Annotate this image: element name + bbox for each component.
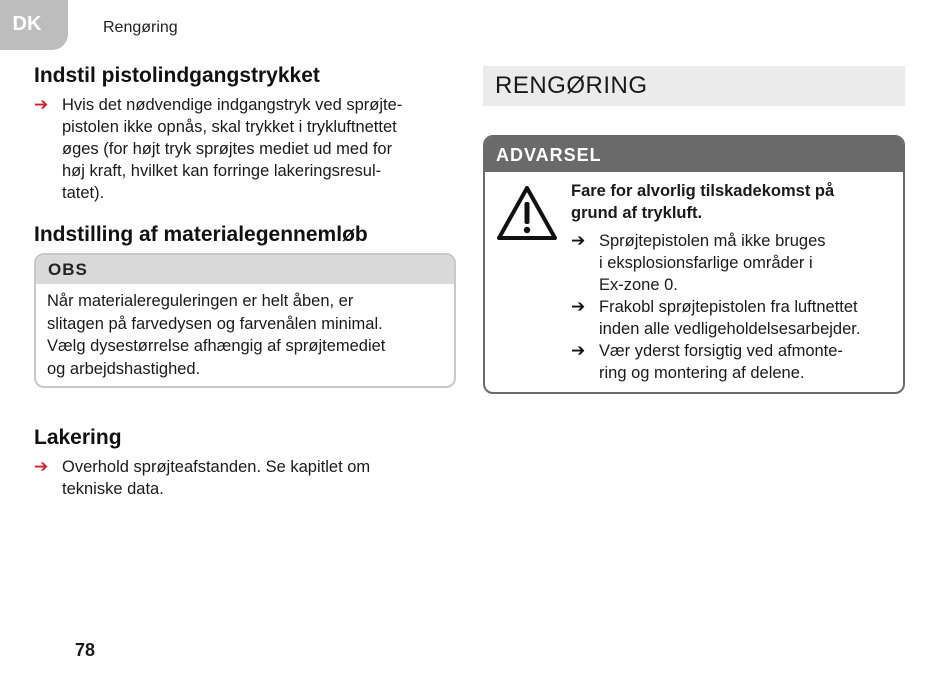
bullet-text: Overhold sprøjteafstanden. Se kapitlet om tekniske data. <box>62 458 371 498</box>
warning-label: ADVARSEL <box>485 137 903 172</box>
chapter-title: RENGØRING <box>495 72 648 99</box>
warning-triangle-icon <box>495 180 571 384</box>
section-material-flow <box>34 223 456 388</box>
warning-item-text: Vær yderst forsigtig ved afmonte- ring og montering af delene. <box>599 342 843 382</box>
arrow-right-icon: ➔ <box>34 457 49 476</box>
right-column <box>483 66 905 394</box>
note-box <box>34 253 456 388</box>
warning-title: Fare for alvorlig tilskadekomst på grund af trykluft. <box>571 182 835 222</box>
section-painting <box>34 426 456 500</box>
arrow-right-icon: ➔ <box>571 297 586 316</box>
arrow-right-icon: ➔ <box>571 341 586 360</box>
warning-item-text: Sprøjtepistolen må ikke bruges i eksplosionsfarlige områder i Ex-zone 0. <box>599 232 826 294</box>
running-header-title: Rengøring <box>103 19 178 36</box>
warning-box <box>483 135 905 394</box>
left-column <box>34 64 456 500</box>
section-heading: Lakering <box>34 426 122 449</box>
warning-item <box>571 230 893 296</box>
warning-content <box>571 180 893 384</box>
arrow-right-icon: ➔ <box>34 95 49 114</box>
note-text: Når materialereguleringen er helt åben, er slitagen på farvedysen og farvenålen minimal. Vælg dysestørrelse afhængig af sprøjtemediet og arbejdshastighed. <box>47 292 386 378</box>
section-gun-inlet-pressure <box>34 64 456 204</box>
section-heading: Indstilling af materialegennemløb <box>34 223 368 246</box>
warning-item <box>571 296 893 340</box>
bullet-item <box>34 94 456 204</box>
warning-item-text: Frakobl sprøjtepistolen fra luftnettet inden alle vedligeholdelsesarbejder. <box>599 298 861 338</box>
bullet-text: Hvis det nødvendige indgangstryk ved sprøjte- pistolen ikke opnås, skal trykket i trykluftnettet øges (for højt tryk sprøjtes mediet ud med for høj kraft, hvilket kan forringe lakeringsresul- tatet). <box>62 96 403 202</box>
bullet-item <box>34 456 456 500</box>
note-label: OBS <box>36 255 454 284</box>
chapter-banner <box>483 66 905 106</box>
warning-item <box>571 340 893 384</box>
page-number: 78 <box>75 640 96 660</box>
arrow-right-icon: ➔ <box>571 231 586 250</box>
warning-body <box>485 172 903 392</box>
language-tab: DK <box>0 0 68 50</box>
section-heading: Indstil pistolindgangstrykket <box>34 64 320 87</box>
